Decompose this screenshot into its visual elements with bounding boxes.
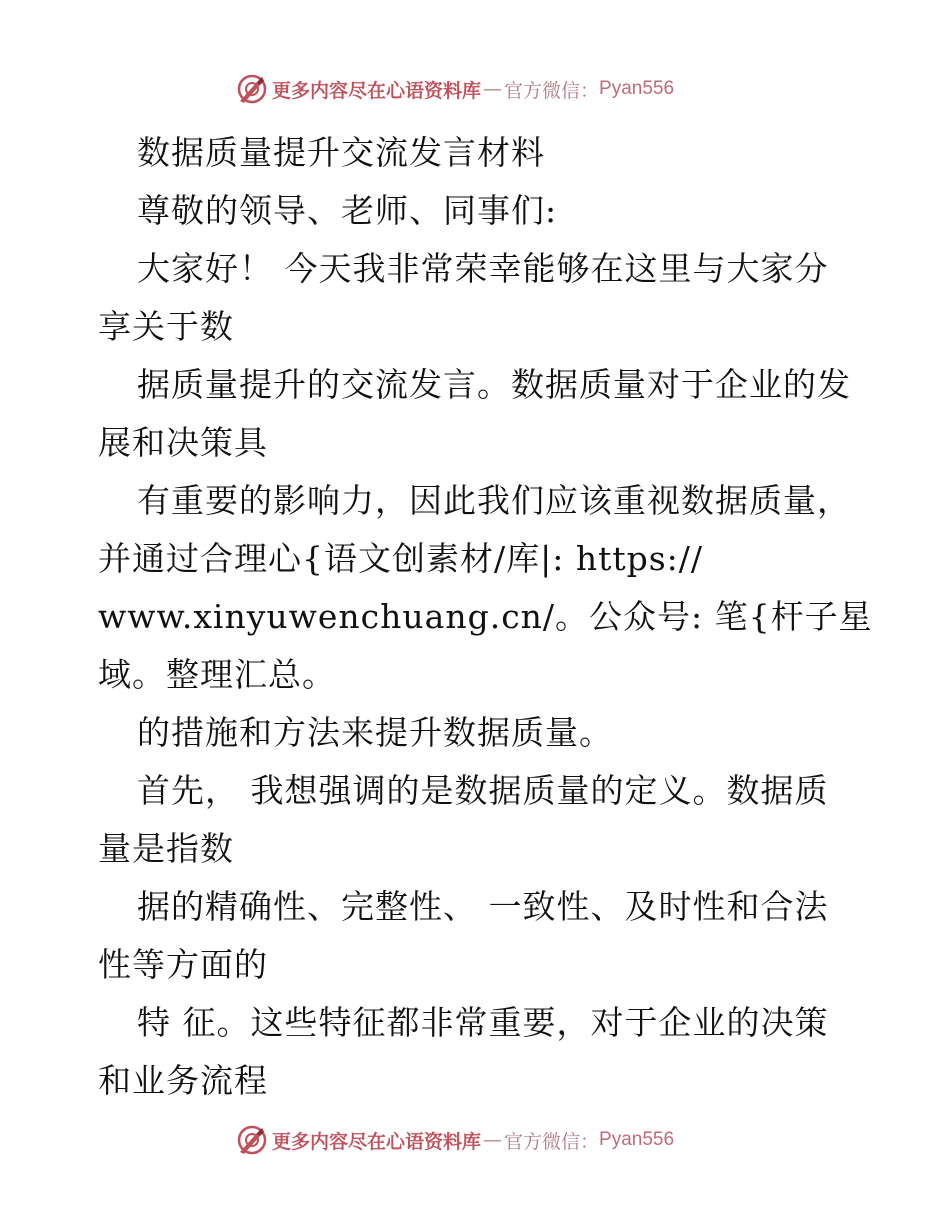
pen-logo-icon [236, 73, 268, 105]
banner-wechat-label: 官方微信： [504, 79, 600, 102]
banner-title: 更多内容尽在心语资料库 [272, 79, 482, 102]
header-watermark-banner [236, 72, 674, 106]
banner-wechat-id: Pyan556 [599, 78, 675, 99]
text-line: 特 征。这些特征都非常重要，对于企业的决策 [137, 1003, 829, 1042]
text-line: 展和决策具 [98, 423, 268, 462]
banner-wechat-label: 官方微信： [504, 1130, 600, 1153]
text-line: 首先， 我想强调的是数据质量的定义。数据质 [137, 771, 829, 810]
banner-title: 更多内容尽在心语资料库 [272, 1130, 482, 1153]
document-body [98, 124, 873, 1110]
text-line: 并通过合理心{语文创素材/库|: https:// [98, 539, 704, 578]
pen-logo-icon [236, 1124, 268, 1156]
text-line: 据的精确性、完整性、 一致性、及时性和合法 [137, 887, 829, 926]
text-line: 量是指数 [98, 829, 234, 868]
salutation: 尊敬的领导、老师、同事们: [137, 191, 558, 230]
banner-separator: — [483, 78, 503, 100]
footer-watermark-banner [236, 1123, 674, 1157]
text-line: www.xinyuwenchuang.cn/。公众号: 笔{杆子星 [98, 597, 873, 636]
text-line: 和业务流程 [98, 1061, 268, 1100]
banner-wechat-id: Pyan556 [599, 1129, 675, 1150]
text-line: 享关于数 [98, 307, 234, 346]
text-line: 性等方面的 [98, 945, 268, 984]
banner-separator: — [483, 1129, 503, 1151]
text-line: 有重要的影响力，因此我们应该重视数据质量， [137, 481, 851, 520]
document-title: 数据质量提升交流发言材料 [137, 133, 545, 172]
text-line: 域。整理汇总。 [98, 655, 336, 694]
text-line: 据质量提升的交流发言。数据质量对于企业的发 [137, 365, 851, 404]
text-line: 大家好！ 今天我非常荣幸能够在这里与大家分 [137, 249, 829, 288]
text-line: 的措施和方法来提升数据质量。 [137, 713, 613, 752]
